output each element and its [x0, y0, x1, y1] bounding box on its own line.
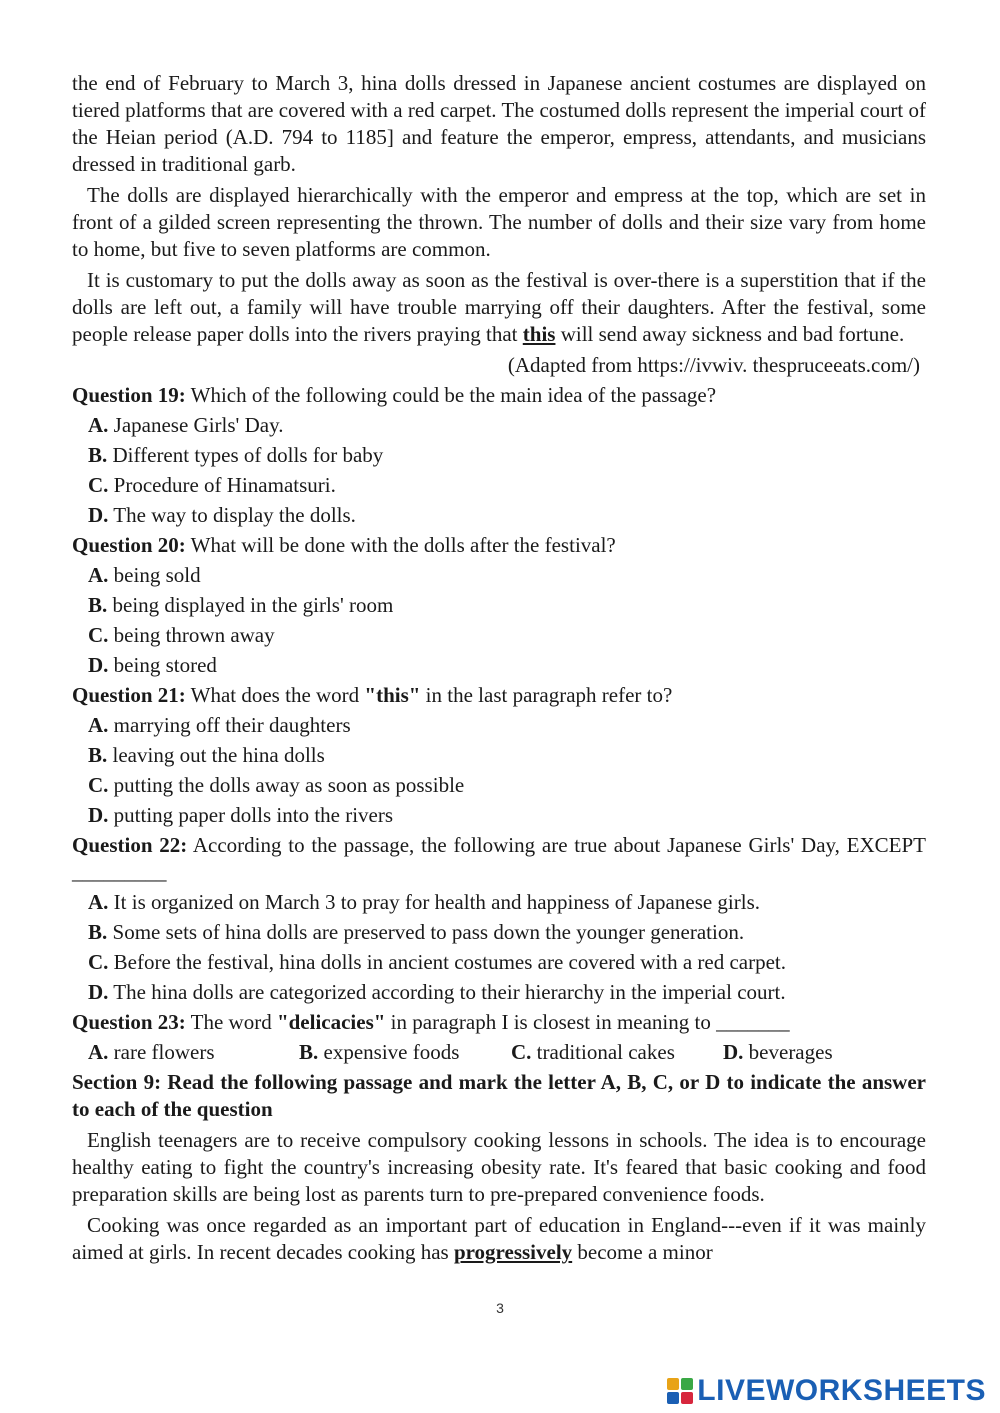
paragraph-3-text-after: will send away sickness and bad fortune. [555, 322, 905, 346]
question-20 [72, 532, 926, 559]
passage-paragraph-3 [72, 267, 926, 348]
question-20-text: What will be done with the dolls after the festival? [185, 533, 616, 557]
question-20-option-c[interactable]: C. being thrown away [88, 623, 275, 647]
question-23-options-row [72, 1039, 926, 1066]
question-21: Question 21: What does the word "this" in the last paragraph refer to? [72, 683, 673, 707]
logo-square-2 [681, 1378, 693, 1390]
page-number: 3 [496, 1300, 504, 1316]
passage-paragraph-2: The dolls are displayed hierarchically with the emperor and empress at the top, which are set in front of a gilded screen representing the thrown. The number of dolls and their size vary from home to home, but five to seven platforms are common. [72, 183, 926, 261]
highlighted-word-this: this [522, 322, 556, 346]
question-21-option-c[interactable]: C. putting the dolls away as soon as possible [88, 773, 465, 797]
section-9-heading: Section 9: Read the following passage and mark the letter A, B, C, or D to indicate the answer to each of the question [72, 1070, 926, 1121]
question-23-option-a[interactable]: A. rare flowers [88, 1040, 215, 1064]
question-20-label: Question 20: [72, 533, 186, 557]
question-19-option-b[interactable]: B. Different types of dolls for baby [88, 443, 384, 467]
question-23-option-b[interactable]: B. expensive foods [299, 1040, 460, 1064]
question-23: Question 23: The word "delicacies" in paragraph I is closest in meaning to _______ [72, 1010, 790, 1034]
paragraph-3-text-before: It is customary to put the dolls away as soon as the festival is over-there is a superstition that if the dolls are left out, a family will have trouble marrying off their daughters. After the festival, some people release paper dolls into the rivers praying that [72, 268, 926, 346]
source-citation: (Adapted from https://ivwiv. thespruceeats.com/) [507, 353, 920, 377]
question-22 [72, 832, 926, 886]
question-21-label: Question 21: [72, 683, 186, 707]
question-19-option-c[interactable]: C. Procedure of Hinamatsuri. [88, 473, 336, 497]
question-22-option-c[interactable]: C. Before the festival, hina dolls in ancient costumes are covered with a red carpet. [88, 950, 786, 974]
question-21-option-b[interactable]: B. leaving out the hina dolls [88, 743, 325, 767]
question-19-label: Question 19: [72, 383, 186, 407]
question-22-text: According to the passage, the following are true about Japanese Girls' Day, EXCEPT _________ [72, 833, 926, 884]
passage-paragraph-1: the end of February to March 3, hina dolls dressed in Japanese ancient costumes are displayed on tiered platforms that are covered with a red carpet. The costumed dolls represent the imperial court of the Heian period (A.D. 794 to 1185] and feature the emperor, empress, attendants, and musicians dressed in traditional garb. [72, 71, 926, 176]
section-9-paragraph-2: Cooking was once regarded as an important part of education in England---even if it was mainly aimed at girls. In recent decades cooking has progressively become a minor [72, 1213, 926, 1264]
highlighted-word-progressively: progressively [453, 1240, 573, 1264]
question-20-option-d[interactable]: D. being stored [88, 653, 217, 677]
question-19-option-d[interactable]: D. The way to display the dolls. [88, 503, 356, 527]
question-19-text: Which of the following could be the main idea of the passage? [185, 383, 717, 407]
worksheet-page [72, 70, 926, 1270]
question-21-keyword: "this" [364, 683, 421, 707]
logo-grid-icon [667, 1378, 693, 1404]
question-21-option-d[interactable]: D. putting paper dolls into the rivers [88, 803, 394, 827]
question-22-option-d[interactable]: D. The hina dolls are categorized according to their hierarchy in the imperial court. [88, 980, 786, 1004]
section-9-paragraph-1: English teenagers are to receive compulsory cooking lessons in schools. The idea is to encourage healthy eating to fight the country's increasing obesity rate. It's feared that basic cooking and food preparation skills are being lost as parents turn to pre-prepared convenience foods. [72, 1128, 926, 1206]
logo-square-1 [667, 1378, 679, 1390]
question-22-option-b[interactable]: B. Some sets of hina dolls are preserved to pass down the younger generation. [88, 920, 745, 944]
logo-text: LIVEWORKSHEETS [697, 1374, 986, 1407]
question-19-option-a[interactable]: A. Japanese Girls' Day. [88, 413, 284, 437]
question-23-option-d[interactable]: D. beverages [723, 1040, 833, 1064]
question-22-option-a[interactable]: A. It is organized on March 3 to pray for health and happiness of Japanese girls. [88, 890, 761, 914]
liveworksheets-logo [667, 1374, 986, 1408]
logo-square-4 [681, 1392, 693, 1404]
question-23-keyword: "delicacies" [276, 1010, 386, 1034]
question-22-label: Question 22: [72, 833, 188, 857]
question-19 [72, 382, 926, 409]
question-21-option-a[interactable]: A. marrying off their daughters [88, 713, 351, 737]
question-20-option-b[interactable]: B. being displayed in the girls' room [88, 593, 394, 617]
question-23-option-c[interactable]: C. traditional cakes [511, 1040, 675, 1064]
question-23-label: Question 23: [72, 1010, 186, 1034]
question-20-option-a[interactable]: A. being sold [88, 563, 201, 587]
logo-square-3 [667, 1392, 679, 1404]
